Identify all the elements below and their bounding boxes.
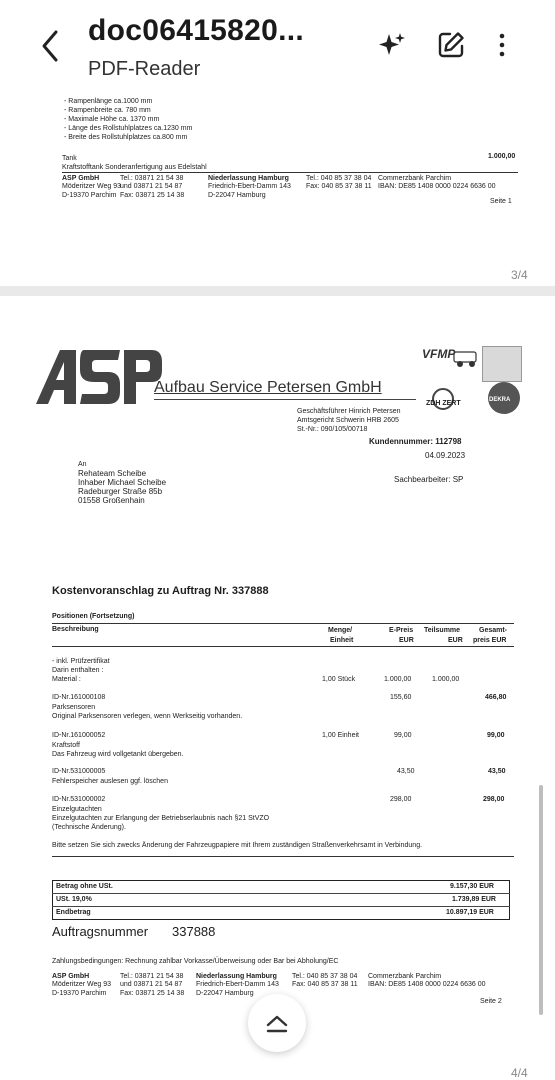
cert-photo: [482, 346, 522, 382]
item-id: ID-Nr.531000002: [52, 796, 106, 803]
col-eprice-unit: EUR: [399, 637, 414, 644]
totals-box: [52, 880, 510, 920]
address-line: Inhaber Michael Scheibe: [78, 478, 167, 487]
back-arrow-icon[interactable]: [36, 28, 66, 64]
footer-phone2: und 03871 21 54 87: [120, 183, 183, 190]
col-description: Beschreibung: [52, 626, 99, 633]
dekra-badge: DEKRA: [489, 397, 511, 403]
page-indicator: 4/4: [511, 1066, 528, 1080]
bullet-line: - Rampenbreite ca. 780 mm: [64, 107, 151, 114]
pdf-page-3: [0, 92, 555, 286]
item-line: Parksensoren: [52, 704, 96, 711]
footer-street: Möderitzer Weg 93: [62, 183, 122, 190]
footer-company: ASP GmbH: [62, 175, 100, 182]
col-eprice: E-Preis: [389, 627, 414, 634]
tank-price: 1.000,00: [488, 153, 516, 160]
totals-label: USt. 19,0%: [56, 896, 92, 903]
item-id: ID-Nr.161000108: [52, 694, 106, 701]
footer-fax: Fax: 03871 25 14 38: [120, 990, 185, 997]
totals-value: 9.157,30 EUR: [450, 883, 494, 890]
ai-sparkle-icon[interactable]: [377, 30, 407, 60]
manager-line: Geschäftsführer Hinrich Petersen: [297, 408, 401, 415]
zdh-badge: ZDH ZERT: [426, 400, 461, 407]
footer-branch-city: D-22047 Hamburg: [196, 990, 254, 997]
item-id: ID-Nr.161000052: [52, 732, 106, 739]
totals-value: 1.739,89 EUR: [452, 896, 496, 903]
footer-branch-city: D-22047 Hamburg: [208, 192, 266, 199]
item-line: Fehlerspeicher auslesen ggf. löschen: [52, 778, 168, 785]
notice: Bitte setzen Sie sich zwecks Änderung der Fahrzeugpapiere mit Ihrem zuständigen Straßenverkehrsamt in Verbindung.: [52, 842, 423, 849]
page-label: Seite 1: [490, 198, 512, 205]
manager-line: Amtsgericht Schwerin HRB 2605: [297, 417, 399, 424]
item-total: 43,50: [488, 768, 506, 775]
wheelchair-vehicle-icon: [452, 348, 480, 368]
company-underline: [154, 399, 416, 400]
item-total: 466,80: [485, 694, 507, 701]
manager-line: St.-Nr.: 090/105/00718: [297, 426, 368, 433]
tank-description: Kraftstofftank Sonderanfertigung aus Edelstahl: [62, 164, 207, 171]
chevron-up-icon: [264, 1011, 290, 1035]
address-line: Rehateam Scheibe: [78, 469, 147, 478]
footer-branch-phone: Tel.: 040 85 37 38 04: [292, 973, 358, 980]
address-line: An: [78, 461, 87, 468]
col-total: Gesamt-: [479, 627, 508, 634]
totals-value: 10.897,19 EUR: [446, 909, 494, 916]
address-line: Radeburger Straße 85b: [78, 487, 163, 496]
col-total-unit: preis EUR: [473, 637, 507, 644]
col-partsum-unit: EUR: [448, 637, 463, 644]
footer-branch: Niederlassung Hamburg: [196, 973, 277, 980]
bullet-line: - Länge des Rollstuhlplatzes ca.1230 mm: [64, 125, 193, 132]
footer-city: D-19370 Parchim: [62, 192, 117, 199]
item-eprice: 43,50: [397, 768, 415, 775]
footer-branch-street: Friedrich-Ebert-Damm 143: [208, 183, 291, 190]
order-number: 337888: [172, 924, 216, 939]
footer-bank: Commerzbank Parchim: [368, 973, 442, 980]
footer-phone2: und 03871 21 54 87: [120, 981, 183, 988]
footer-phone: Tel.: 03871 21 54 38: [120, 973, 184, 980]
material-eprice: 1.000,00: [384, 676, 412, 683]
address-line: 01558 Großenhain: [78, 496, 145, 505]
app-subtitle: PDF-Reader: [88, 58, 201, 80]
bullet-line: - Maximale Höhe ca. 1370 mm: [64, 116, 160, 123]
item-qty: 1,00 Einheit: [322, 732, 359, 739]
app-bar: [0, 0, 555, 92]
item-eprice: 155,60: [390, 694, 412, 701]
scrollbar[interactable]: [539, 785, 543, 1015]
scroll-to-top-button[interactable]: [248, 994, 306, 1052]
col-partsum: Teilsumme: [424, 627, 461, 634]
item-line: Einzelgutachten: [52, 806, 102, 813]
footer-street: Möderitzer Weg 93: [52, 981, 112, 988]
document-title: doc06415820...: [88, 14, 305, 47]
page-label: Seite 2: [480, 998, 502, 1005]
material-qty: 1,00 Stück: [322, 676, 356, 683]
footer-branch-phone: Tel.: 040 85 37 38 04: [306, 175, 372, 182]
asp-logo: [34, 346, 164, 406]
totals-rule: [52, 893, 510, 894]
item-line: Original Parksensoren verlegen, wenn Werkseitig vorhanden.: [52, 713, 243, 720]
pre-line: Material :: [52, 676, 81, 683]
item-total: 99,00: [487, 732, 505, 739]
customer-number: Kundennummer: 112798: [369, 437, 462, 446]
footer-iban: IBAN: DE85 1408 0000 0224 6636 00: [378, 183, 496, 190]
document-date: 04.09.2023: [425, 451, 466, 460]
col-qty: Menge/: [328, 627, 353, 634]
footer-branch-fax: Fax: 040 85 37 38 11: [292, 981, 358, 988]
material-partsum: 1.000,00: [432, 676, 460, 683]
clerk: Sachbearbeiter: SP: [394, 475, 464, 484]
pdf-page-4: [0, 296, 555, 1080]
footer-fax: Fax: 03871 25 14 38: [120, 192, 185, 199]
footer-branch-street: Friedrich-Ebert-Damm 143: [196, 981, 279, 988]
notice-rule: [52, 856, 514, 857]
item-eprice: 298,00: [390, 796, 412, 803]
page-indicator: 3/4: [511, 268, 528, 282]
footer-company: ASP GmbH: [52, 973, 90, 980]
totals-label: Betrag ohne USt.: [56, 883, 113, 890]
order-label: Auftragsnummer: [52, 924, 149, 939]
more-vertical-icon[interactable]: [487, 30, 517, 60]
item-id: ID-Nr.531000005: [52, 768, 106, 775]
footer-branch-fax: Fax: 040 85 37 38 11: [306, 183, 372, 190]
footer-branch: Niederlassung Hamburg: [208, 175, 289, 182]
col-qty-unit: Einheit: [330, 637, 354, 644]
footer-divider: [62, 172, 518, 173]
footer-city: D-19370 Parchim: [52, 990, 107, 997]
company-name: Aufbau Service Petersen GmbH: [154, 379, 382, 396]
item-line: Das Fahrzeug wird vollgetankt übergeben.: [52, 751, 184, 758]
bullet-line: - Breite des Rollstuhlplatzes ca.800 mm: [64, 134, 188, 141]
item-line: Einzelgutachten zur Erlangung der Betriebserlaubnis nach §21 StVZO: [52, 815, 270, 822]
item-line: (Technische Änderung).: [52, 824, 126, 831]
item-eprice: 99,00: [394, 732, 412, 739]
footer-bank: Commerzbank Parchim: [378, 175, 452, 182]
totals-label: Endbetrag: [56, 909, 91, 916]
bullet-line: - Rampenlänge ca.1000 mm: [64, 98, 153, 105]
table-top-rule: [52, 623, 514, 624]
table-header-rule: [52, 646, 514, 647]
payment-terms: Zahlungsbedingungen: Rechnung zahlbar Vorkasse/Überweisung oder Bar bei Abholung/EC: [52, 958, 339, 965]
footer-iban: IBAN: DE85 1408 0000 0224 6636 00: [368, 981, 486, 988]
positions-heading: Positionen (Fortsetzung): [52, 613, 135, 620]
vfmp-badge: VFMP: [422, 347, 456, 361]
pre-line: Darin enthalten :: [52, 667, 104, 674]
estimate-heading: Kostenvoranschlag zu Auftrag Nr. 337888: [52, 585, 269, 597]
item-total: 298,00: [483, 796, 505, 803]
item-line: Kraftstoff: [52, 742, 80, 749]
tank-label: Tank: [62, 155, 77, 162]
edit-icon[interactable]: [436, 30, 466, 60]
pre-line: - inkl. Prüfzertifikat: [52, 658, 110, 665]
footer-phone: Tel.: 03871 21 54 38: [120, 175, 184, 182]
totals-rule: [52, 906, 510, 907]
